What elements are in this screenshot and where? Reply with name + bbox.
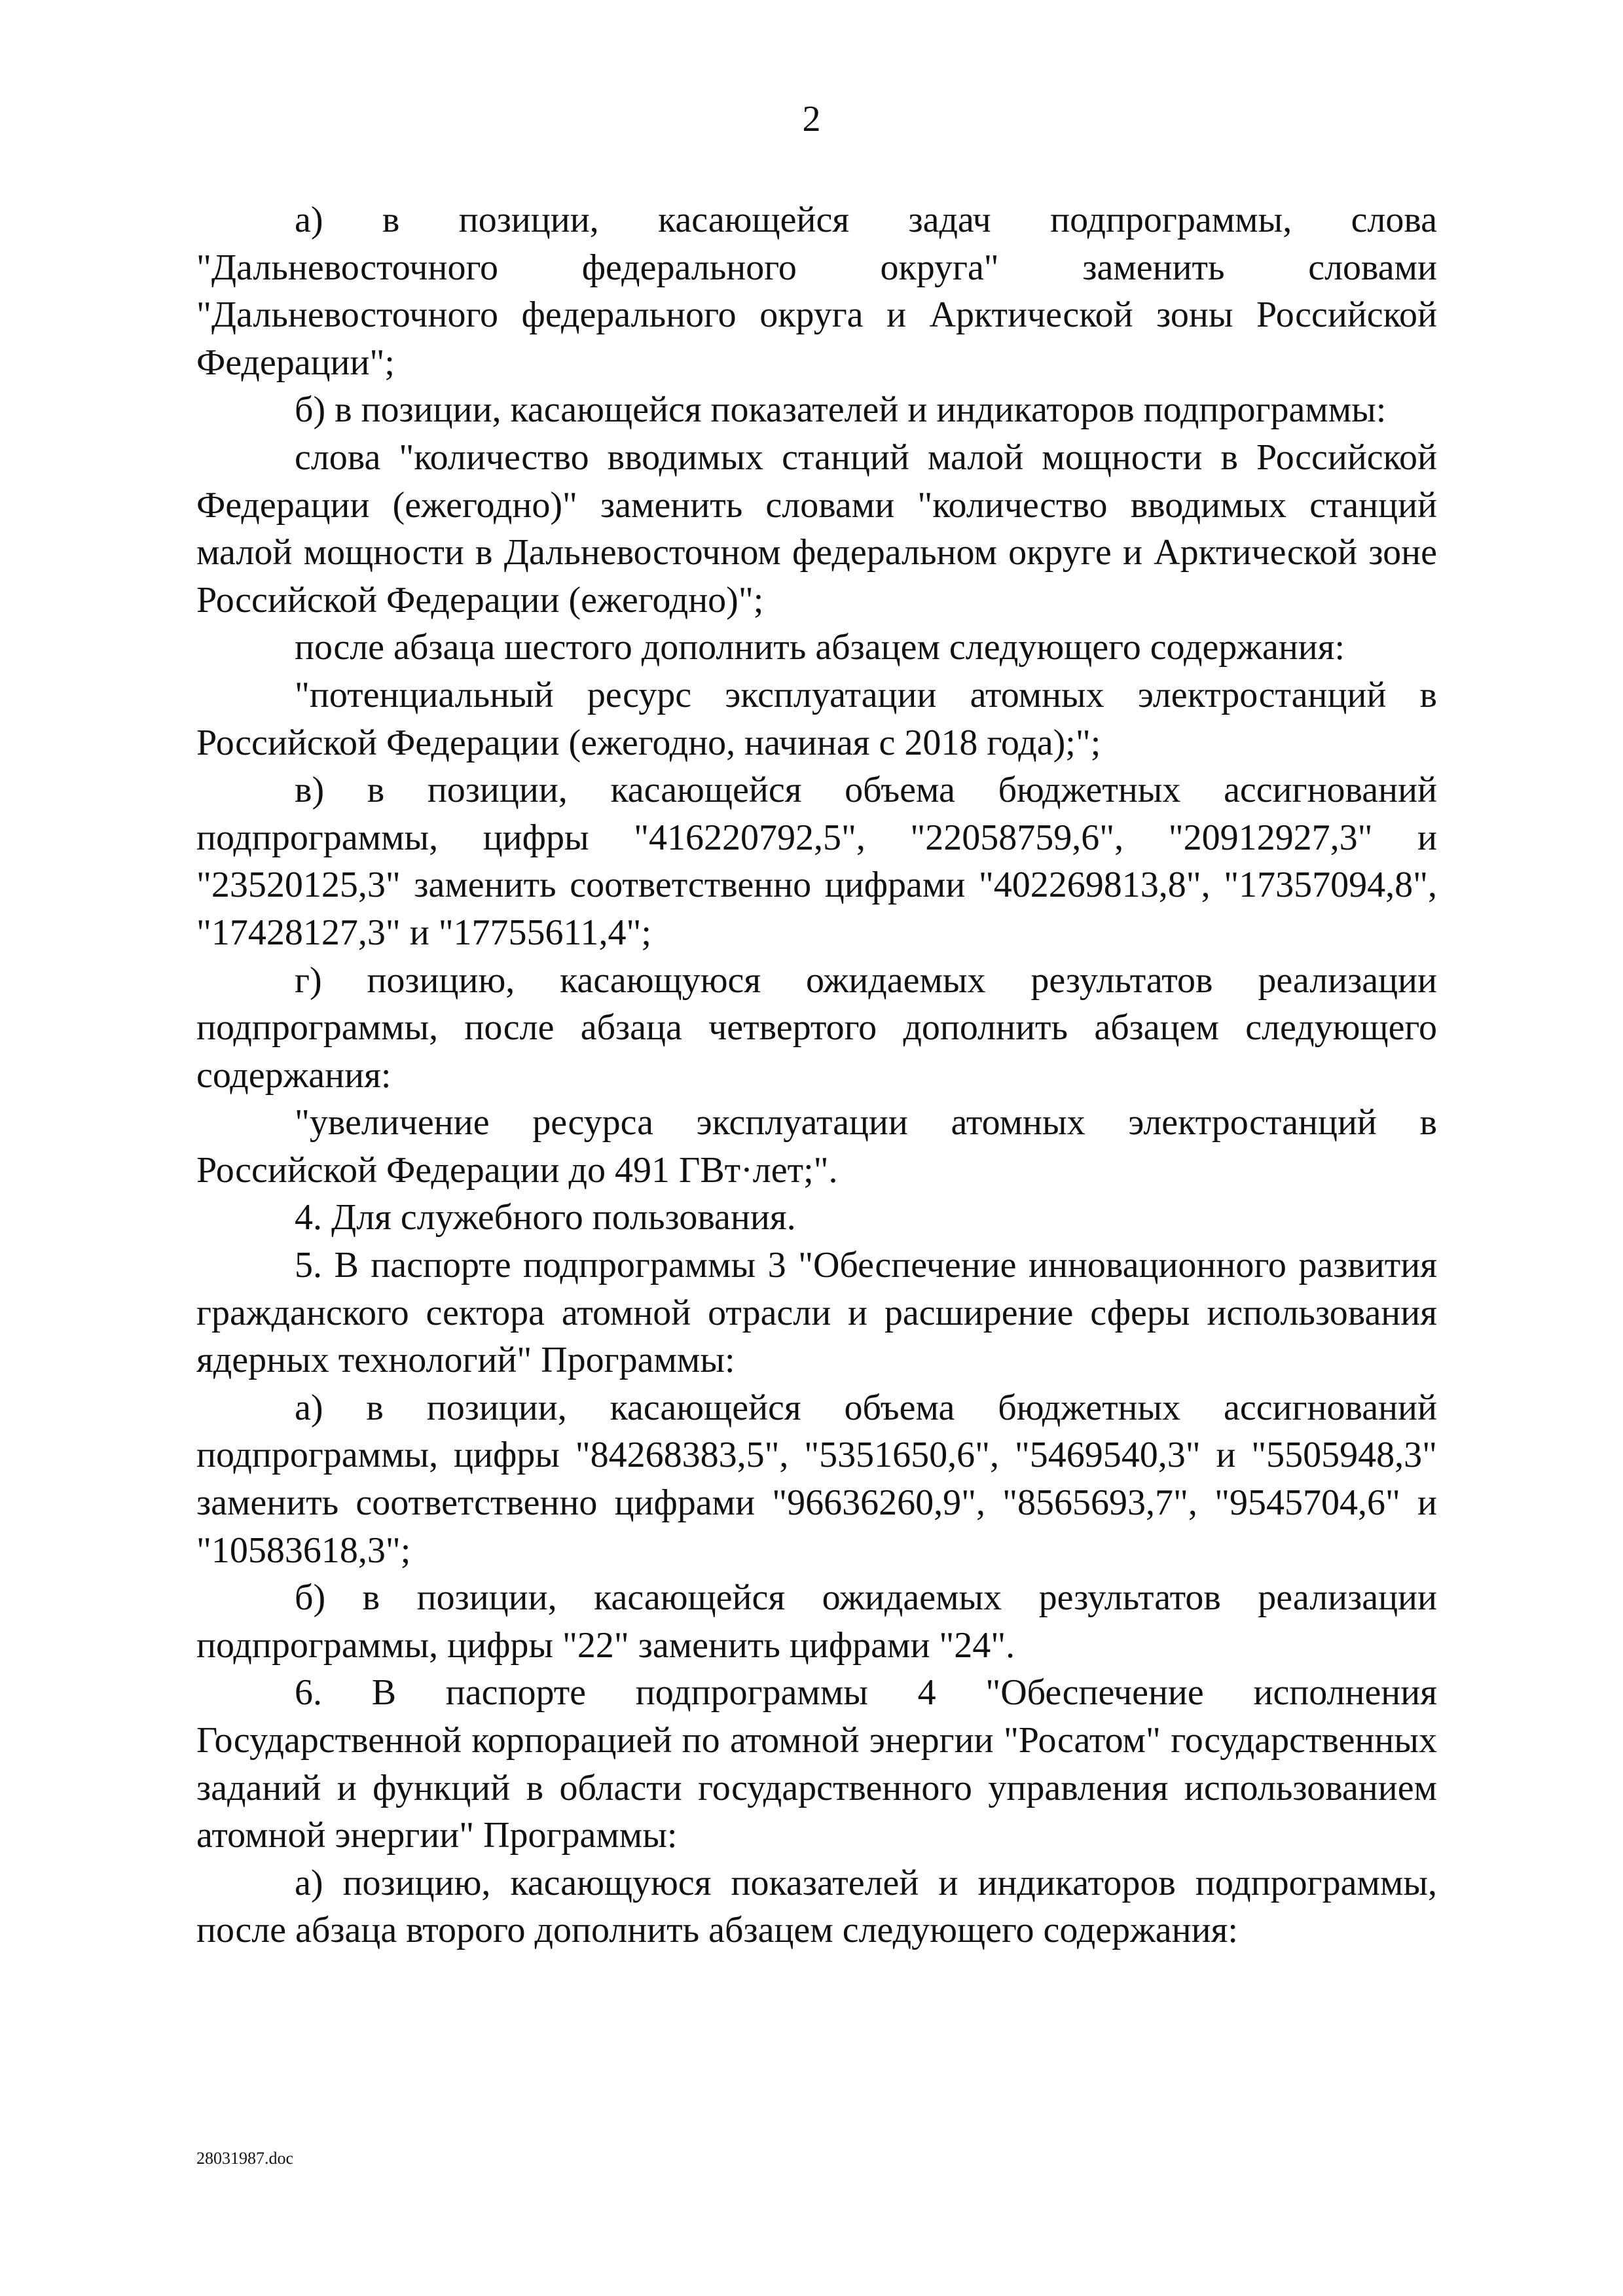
paragraph: б) в позиции, касающейся показателей и индикаторов подпрограммы: [295, 389, 1387, 431]
paragraph: 4. Для служебного пользования. [295, 1197, 796, 1238]
document-filename: 28031987.doc [196, 2149, 294, 2168]
paragraph: в) в позиции, касающейся объема бюджетных ассигнований подпрограммы, цифры "416220792,5", "22058759,6", "20912927,3" и "23520125,3" заменить соответственно цифрами "402269813,8", "17357094,8", "17428127,3" и "17755611,4"; [196, 770, 1437, 953]
paragraph: а) позицию, касающуюся показателей и индикаторов подпрограммы, после абзаца второго дополнить абзацем следующего содержания: [196, 1862, 1437, 1951]
paragraph: 6. В паспорте подпрограммы 4 "Обеспечение исполнения Государственной корпорацией по атомной энергии "Росатом" государственных заданий и функций в области государственного управления использованием атомной энергии" Программы: [196, 1672, 1437, 1856]
paragraph: "потенциальный ресурс эксплуатации атомных электростанций в Российской Федерации (ежегодно, начиная с 2018 года);"; [196, 674, 1437, 763]
paragraph: "увеличение ресурса эксплуатации атомных электростанций в Российской Федерации до 491 ГВт·лет;". [196, 1102, 1437, 1191]
paragraph: 5. В паспорте подпрограммы 3 "Обеспечение инновационного развития гражданского сектора атомной отрасли и расширение сферы использования ядерных технологий" Программы: [196, 1245, 1437, 1381]
paragraph: после абзаца шестого дополнить абзацем следующего содержания: [295, 627, 1345, 668]
paragraph: слова "количество вводимых станций малой мощности в Российской Федерации (ежегодно)" заменить словами "количество вводимых станций малой мощности в Дальневосточном федеральном округе и Арктической зоне Российской Федерации (ежегодно)"; [196, 437, 1437, 620]
paragraph: а) в позиции, касающейся объема бюджетных ассигнований подпрограммы, цифры "84268383,5", "5351650,6", "5469540,3" и "5505948,3" заменить соответственно цифрами "96636260,9", "8565693,7", "9545704,6" и "10583618,3"; [196, 1387, 1437, 1571]
document-body [196, 196, 1437, 1954]
paragraph: г) позицию, касающуюся ожидаемых результатов реализации подпрограммы, после абзаца четвертого дополнить абзацем следующего содержания: [196, 960, 1437, 1096]
page-number: 2 [802, 99, 821, 139]
paragraph: а) в позиции, касающейся задач подпрограммы, слова "Дальневосточного федерального округа" заменить словами "Дальневосточного федерального округа и Арктической зоны Российской Федерации"; [196, 200, 1437, 383]
paragraph: б) в позиции, касающейся ожидаемых результатов реализации подпрограммы, цифры "22" заменить цифрами "24". [196, 1577, 1437, 1666]
